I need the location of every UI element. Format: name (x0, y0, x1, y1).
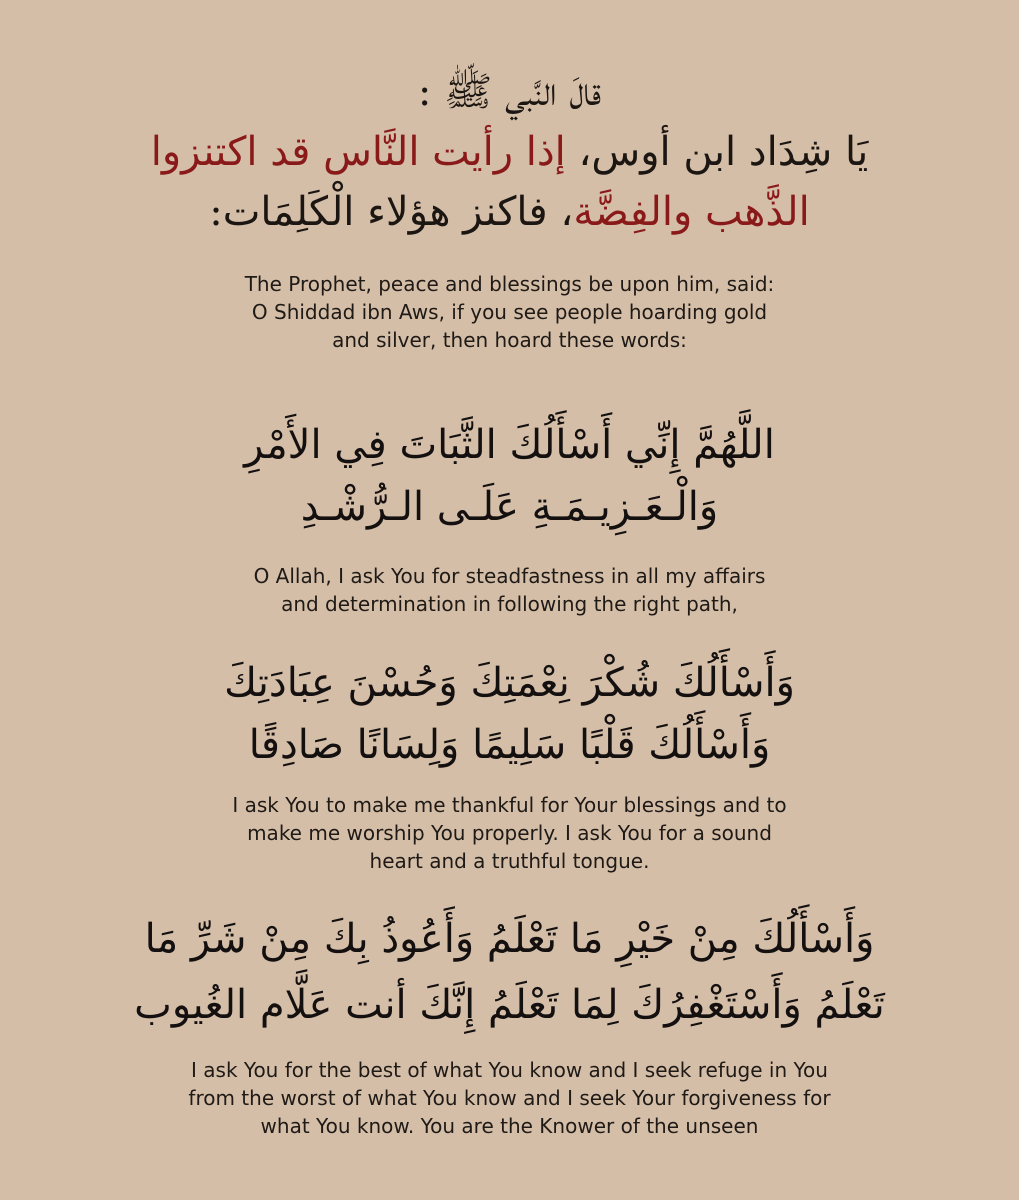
translation-line: The Prophet, peace and blessings be upon him, said: (244, 272, 775, 296)
translation-line: and determination in following the right path, (281, 592, 738, 616)
translation-line: O Allah, I ask You for steadfastness in all my affairs (253, 564, 766, 588)
dua-line: وَأَسْأَلُكَ مِنْ خَيْرِ مَا تَعْلَمُ وَأَعُوذُ بِكَ مِنْ شَرِّ مَا (144, 916, 875, 962)
dua-section-3-arabic (0, 906, 1019, 1038)
translation-line: from the worst of what You know and I seek Your forgiveness for (188, 1086, 831, 1110)
intro-translation (0, 270, 1019, 354)
translation-line: make me worship You properly. I ask You for a sound (247, 821, 772, 845)
hadith-heading-line-2 (0, 122, 1019, 182)
dua-section-2-translation (0, 791, 1019, 875)
heading-black-text: ، فاكنز هؤلاء الْكَلِمَات: (209, 189, 574, 235)
heading-red-text: إذا رأيت النَّاس قد اكتنزوا (150, 129, 566, 175)
dua-section-2-arabic (0, 652, 1019, 776)
dua-line: تَعْلَمُ وَأَسْتَغْفِرُكَ لِمَا تَعْلَمُ إِنَّكَ أنت عَلَّام الغُيوب (134, 982, 885, 1028)
dua-section-3-translation (0, 1056, 1019, 1140)
dua-line: وَأَسْأَلُكَ شُكْرَ نِعْمَتِكَ وَحُسْنَ عِبَادَتِكَ (224, 660, 795, 706)
translation-line: I ask You to make me thankful for Your blessings and to (232, 793, 787, 817)
dua-section-1-translation (0, 562, 1019, 618)
dua-line: اللَّهُمَّ إِنِّي أَسْأَلُكَ الثَّبَاتَ فِي الأَمْرِ (244, 422, 775, 468)
dua-line: وَالْـعَـزِيـمَـةِ عَلَـى الـرُّشْـدِ (300, 484, 719, 530)
translation-line: I ask You for the best of what You know and I seek refuge in You (191, 1058, 828, 1082)
heading-black-text: يَا شِدَاد ابن أوس، (565, 129, 869, 175)
heading-red-text: الذَّهب والفِضَّة (573, 189, 810, 235)
translation-line: what You know. You are the Knower of the unseen (260, 1114, 759, 1138)
hadith-heading-line-3 (0, 182, 1019, 242)
translation-line: heart and a truthful tongue. (369, 849, 650, 873)
translation-line: O Shiddad ibn Aws, if you see people hoarding gold (251, 300, 768, 324)
translation-line: and silver, then hoard these words: (332, 328, 687, 352)
dua-section-1-arabic (0, 414, 1019, 538)
dua-line: وَأَسْأَلُكَ قَلْبًا سَلِيمًا وَلِسَانًا صَادِقًا (248, 722, 771, 768)
hadith-heading-line-1 (0, 62, 1019, 122)
hadith-heading-text: قالَ النَّبي ﷺ : (417, 69, 602, 115)
